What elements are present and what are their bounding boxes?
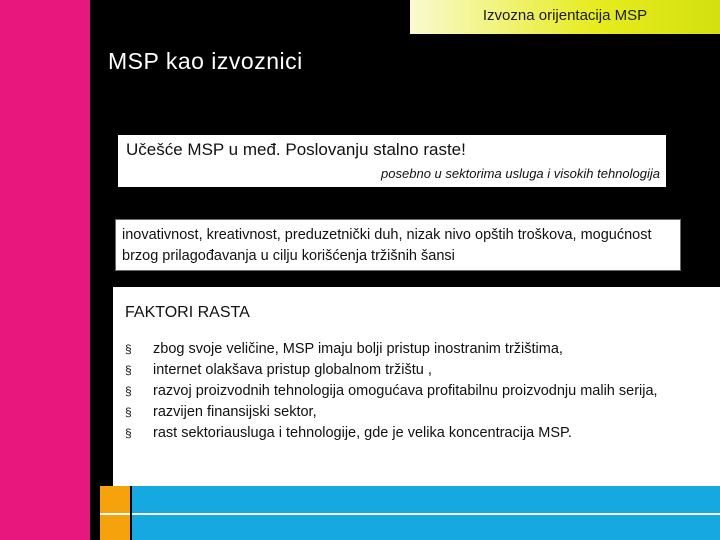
- list-item: [123, 423, 703, 444]
- factors-title: FAKTORI RASTA: [125, 304, 250, 321]
- factors-list: [123, 339, 703, 444]
- advantages-text: inovativnost, kreativnost, preduzetnički duh, nizak nivo opštih troškova, mogućnost brzog prilagođavanja u cilju korišćenja tržišnih šansi: [122, 227, 652, 264]
- bullet-icon: §: [125, 363, 132, 377]
- list-item: [123, 402, 703, 423]
- bullet-icon: §: [125, 405, 132, 419]
- advantages-text-box: [115, 219, 681, 271]
- header-tab: [410, 0, 720, 34]
- list-item-text: rast sektoriausluga i tehnologije, gde je velika koncentracija MSP.: [153, 425, 572, 441]
- bullet-icon: §: [125, 384, 132, 398]
- list-item-text: zbog svoje veličine, MSP imaju bolji pristup inostranim tržištima,: [153, 341, 563, 357]
- list-item: [123, 381, 703, 402]
- growth-text-box: [118, 135, 666, 187]
- header-tab-label: Izvozna orijentacija MSP: [482, 7, 648, 24]
- bullet-icon: §: [125, 342, 132, 356]
- divider: [100, 513, 130, 515]
- bullet-icon: §: [125, 426, 132, 440]
- list-item: [123, 339, 703, 360]
- blue-footer-block: [132, 486, 720, 540]
- list-item-text: razvijen finansijski sektor,: [153, 404, 317, 420]
- growth-main-text: Učešće MSP u međ. Poslovanju stalno raste!: [126, 140, 466, 159]
- slide-title: MSP kao izvoznici: [108, 48, 303, 74]
- magenta-side-bar: [0, 0, 90, 540]
- growth-sub-text: posebno u sektorima usluga i visokih tehnologija: [381, 166, 660, 181]
- list-item: [123, 360, 703, 381]
- orange-footer-block: [100, 486, 130, 540]
- divider: [132, 513, 720, 515]
- list-item-text: razvoj proizvodnih tehnologija omogućava profitabilnu proizvodnju malih serija,: [153, 383, 658, 399]
- list-item-text: internet olakšava pristup globalnom tržištu ,: [153, 362, 432, 378]
- factors-panel: [113, 287, 720, 486]
